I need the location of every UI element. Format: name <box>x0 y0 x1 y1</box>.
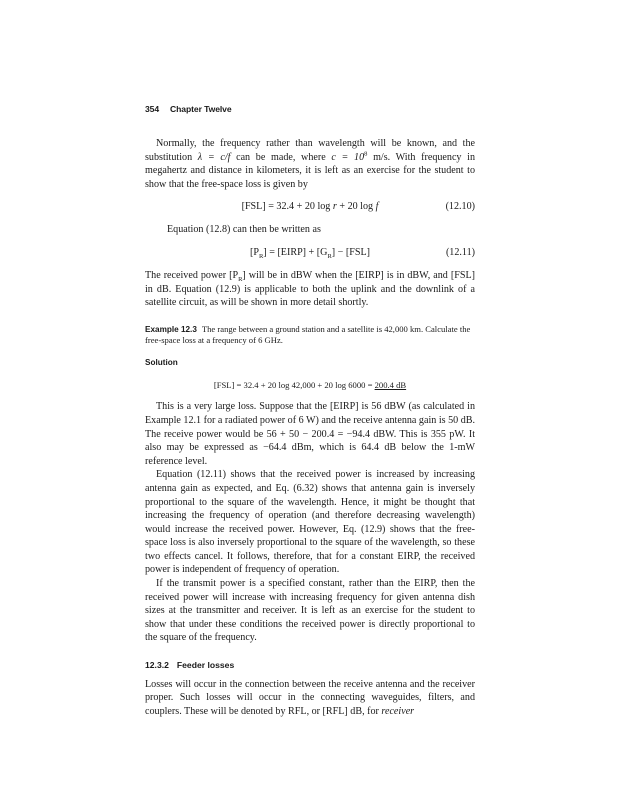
equation-number: (12.10) <box>445 201 475 213</box>
chapter-title: Chapter Twelve <box>170 104 232 114</box>
solution-result: 200.4 dB <box>374 379 407 390</box>
equation-number: (12.11) <box>445 246 475 258</box>
paragraph-5: If the transmit power is a specified constant, rather than the EIRP, then the received power will increase with increasing frequency for given antenna dish sizes at the transmitter and receiver. It is left as an exercise for the student to show that under these conditions the received power is directly proportional to the square of the frequency. <box>145 578 475 644</box>
example-label: Example 12.3 <box>145 324 197 334</box>
section-title: Feeder losses <box>176 660 235 671</box>
equation-intro: Equation (12.8) can then be written as <box>167 224 321 236</box>
section-heading <box>145 659 475 673</box>
solution-equation: [FSL] = 32.4 + 20 log 42,000 + 20 log 6000 = 200.4 dB <box>213 379 407 390</box>
equation-12-10: [FSL] = 32.4 + 20 log r + 20 log f (12.10) <box>241 201 475 213</box>
example-12-3 <box>145 324 475 346</box>
example-text: The range between a ground station and a satellite is 42,000 km. Calculate the free-space loss at a frequency of 6 GHz. <box>145 323 471 345</box>
solution-label: Solution <box>145 358 178 368</box>
paragraph-1: Normally, the frequency rather than wavelength will be known, and the substitution λ = c/f can be made, where $c = 10^8$ m/s. With frequency in megahertz and distance in kilometers, it is left as an exercise for the student to show that the free-space loss is given by <box>145 138 476 190</box>
paragraph-2: The received power $[P_R]$ will be in dBW when the [EIRP] is in dBW, and [FSL] in dB. Equation (12.9) is applicable to both the uplink and the downlink of a satellite circuit, as will be shown in more detail shortly. <box>145 269 475 309</box>
page-header <box>145 104 232 114</box>
paragraph-4: Equation (12.11) shows that the received power is increased by increasing antenna gain as expected, and Eq. (6.32) shows that antenna gain is inversely proportional to the square of the wavelength. Hence, it might be thought that increasing the frequency of operation (and therefore decreasing wavelength) would increase the received power. However, Eq. (12.9) shows that the free-space loss is also inversely proportional to the square of the wavelength, so these two effects cancel. It follows, therefore, that for a constant EIRP, the received power is independent of frequency of operation. <box>145 469 475 576</box>
section-number: 12.3.2 <box>145 660 169 671</box>
paragraph-6: Losses will occur in the connection between the receive antenna and the receiver proper. Such losses will occur in the connecting waveguides, filters, and couplers. These will be denoted by RFL, or [RFL] dB, for receiver <box>145 678 475 717</box>
paragraph-3: This is a very large loss. Suppose that the [EIRP] is 56 dBW (as calculated in Example 12.1 for a radiated power of 6 W) and the receive antenna gain is 50 dB. The receive power would be 56 + 50 − 200.4 = −94.4 dBW. This is 355 pW. It also may be expressed as −64.4 dBm, which is 64.4 dB below the 1-mW reference level. <box>145 401 475 467</box>
equation-12-11: $[P_R]$ = [EIRP] + $[G_R] - [FSL]$ (12.11) <box>250 246 475 260</box>
page-number: 354 <box>145 104 160 114</box>
page-body <box>145 137 475 718</box>
